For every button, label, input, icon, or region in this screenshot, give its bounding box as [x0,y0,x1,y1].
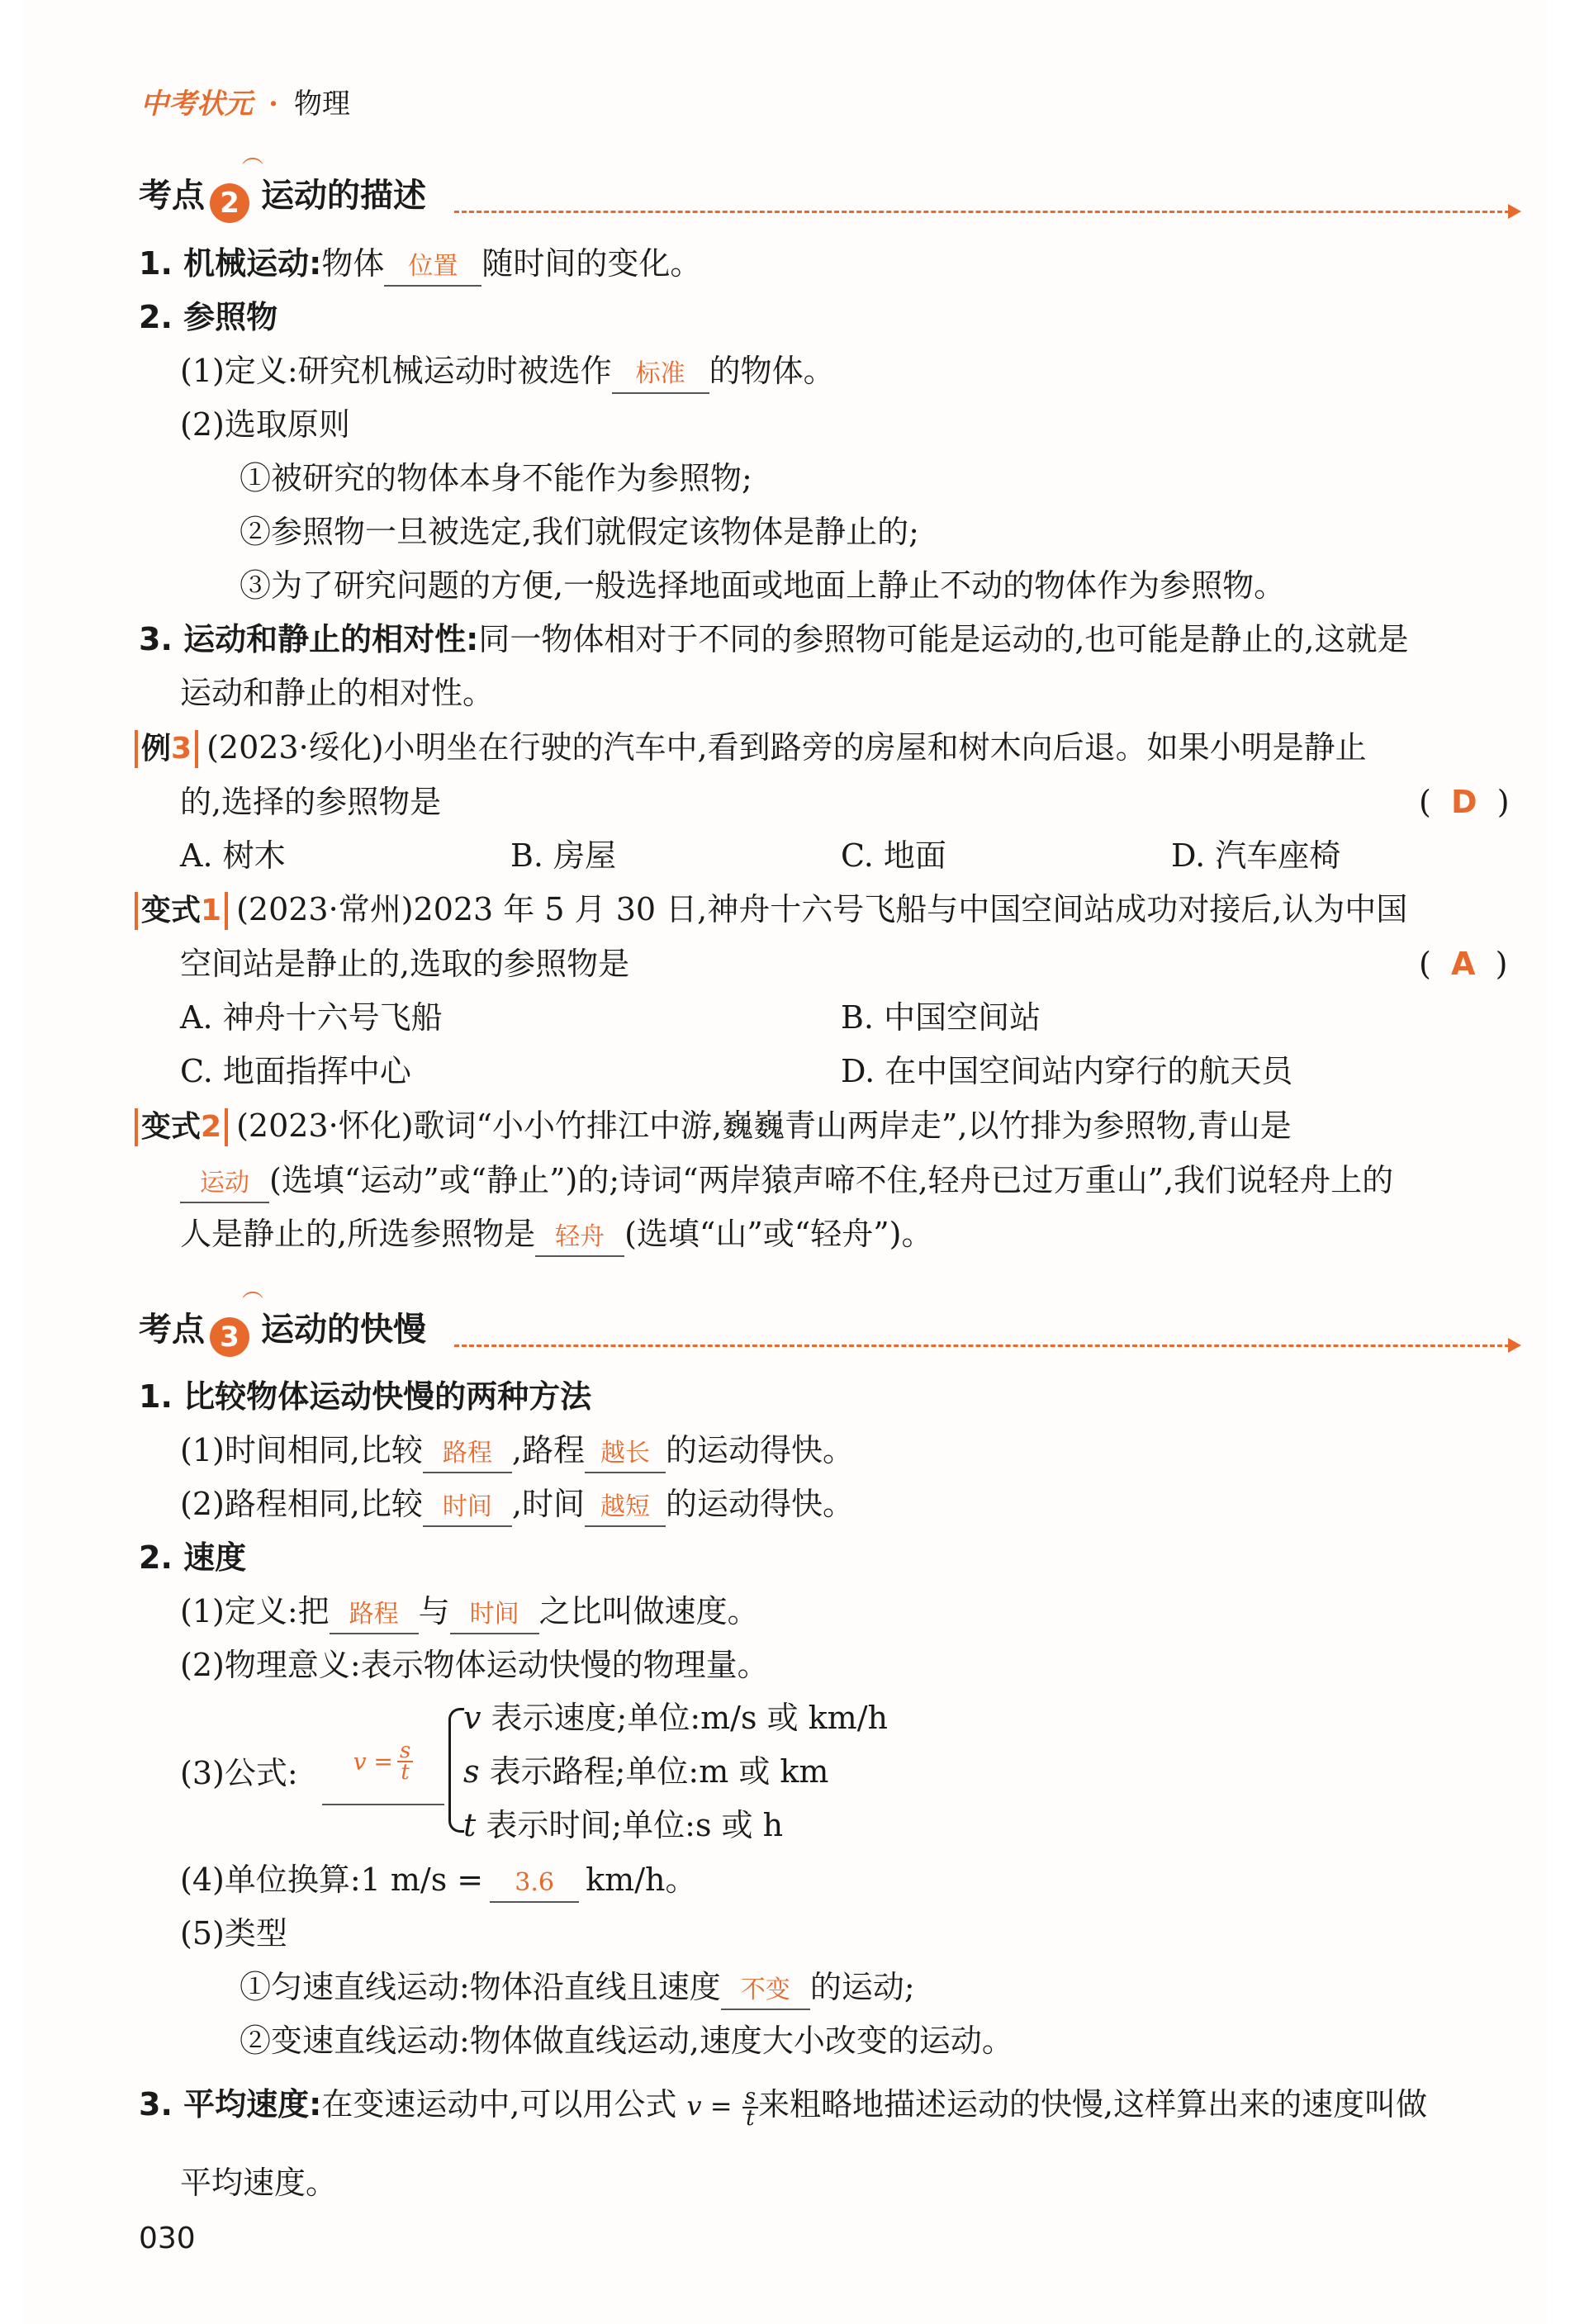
example-3-cont: 的,选择的参照物是 [180,784,442,820]
item-1-1 [180,1423,854,1477]
item-text: 来粗略地描述运动的快慢,这样算出来的速度叫做 [758,2086,1428,2122]
answer-bracket: ( A ) [1419,946,1508,982]
section-prefix: 考点 [139,1311,205,1349]
answer-blank: 越短 [585,1489,666,1527]
page-number: 030 [139,2222,196,2255]
item-3-cont: 平均速度。 [180,2165,338,2201]
item-text: 随时间的变化。 [481,245,702,282]
variant-tag: 变式1 [135,892,228,930]
option-c: C. 地面 [841,837,946,874]
formula-fraction: $\frac{s}{t}$ [397,1741,413,1782]
item-1-2 [180,1477,854,1531]
item-2-1 [180,344,835,398]
answer-choice: A [1450,946,1476,982]
variant-2-cont [180,1153,1393,1207]
formula-t: t 表示时间;单位:s 或 h [463,1807,784,1843]
item-text: 与 [418,1593,450,1629]
principle-3: ③为了研究问题的方便,一般选择地面或地面上静止不动的物体作为参照物。 [240,567,1286,604]
item-text: (1)定义:研究机械运动时被选作 [180,353,612,389]
item-label: 3. 运动和静止的相对性: [139,621,479,657]
variant-tag: 变式2 [135,1108,228,1146]
option-c: C. 地面指挥中心 [180,1053,411,1089]
question-text: (2023·怀化)歌词“小小竹排江中游,巍巍青山两岸走”,以竹排为参照物,青山是 [236,1107,1292,1144]
item-2-2: (2)物理意义:表示物体运动快慢的物理量。 [180,1647,769,1683]
item-text: km/h。 [586,1862,697,1898]
question-text: (2023·绥化)小明坐在行驶的汽车中,看到路旁的房屋和树木向后退。如果小明是静止 [206,729,1367,766]
arrow-right-icon [1508,204,1521,219]
example-tag: 例3 [135,730,198,768]
item-1 [139,236,701,291]
section-number-badge: 2 [210,183,249,223]
page-header [140,81,350,121]
item-2-3 [180,1746,298,1800]
answer-blank: 时间 [423,1489,512,1527]
question-text: (选填“运动”或“静止”)的;诗词“两岸猿声啼不住,轻舟已过万重山”,我们说轻舟上的 [269,1162,1394,1198]
formula-fraction: $\frac{s}{t}$ [742,2087,758,2128]
option-b: B. 中国空间站 [841,999,1041,1036]
question-text: 人是静止的,所选参照物是 [180,1216,536,1252]
header-dot: · [268,88,278,121]
type-2: ②变速直线运动:物体做直线运动,速度大小改变的运动。 [240,2023,1013,2059]
item-text: 同一物体相对于不同的参照物可能是运动的,也可能是静止的,这就是 [478,621,1409,657]
section-number-badge: 3 [210,1317,249,1357]
item-text: 的运动得快。 [666,1432,855,1468]
answer-blank: 标准 [612,356,709,394]
formula-lhs: v = [686,2090,733,2122]
variant-2-cont2 [180,1207,932,1261]
section-divider [454,211,1510,213]
formula-blank [322,1738,444,1805]
item-label: 1. 机械运动: [139,245,322,282]
item-2-4 [180,1852,697,1907]
answer-choice: D [1450,784,1478,820]
signal-icon: ︵ [242,144,264,168]
answer-blank: 路程 [423,1435,512,1473]
item-label: 3. 平均速度: [139,2086,322,2122]
formula-lhs: v = [353,1748,393,1776]
answer-blank: 时间 [450,1596,539,1634]
item-1: 1. 比较物体运动快慢的两种方法 [139,1378,592,1415]
question-text: (2023·常州)2023 年 5 月 30 日,神舟十六号飞船与中国空间站成功对接后,认为中国 [236,891,1408,927]
arrow-right-icon [1508,1338,1521,1353]
item-3 [139,2077,1427,2133]
answer-blank: 轻舟 [535,1219,624,1257]
question-text: (选填“山”或“轻舟”)。 [624,1216,933,1252]
answer-blank: 不变 [721,1972,810,2010]
section-heading-2 [139,169,426,223]
item-text: 之比叫做速度。 [538,1593,759,1629]
option-b: B. 房屋 [510,837,617,874]
section-title: 运动的描述 [261,177,426,215]
variant-2 [135,1098,1292,1153]
item-text: 在变速运动中,可以用公式 [321,2086,677,2122]
section-divider [454,1345,1510,1347]
section-prefix: 考点 [139,177,205,215]
signal-icon: ︵ [242,1278,264,1302]
answer-blank: 路程 [330,1596,419,1634]
option-a: A. 神舟十六号飞船 [180,999,443,1036]
answer-blank: 位置 [384,249,481,287]
item-text: (4)单位换算:1 m/s = [180,1862,484,1898]
principle-2: ②参照物一旦被选定,我们就假定该物体是静止的; [240,514,919,550]
item-text: 的物体。 [709,353,835,389]
answer-blank: 3.6 [490,1865,579,1903]
example-3 [135,720,1367,775]
variant-1-cont: 空间站是静止的,选取的参照物是 [180,946,630,982]
option-a: A. 树木 [180,837,286,874]
section-heading-3 [139,1303,426,1357]
item-text: (3)公式: [180,1755,298,1791]
item-text: (1)定义:把 [180,1593,330,1629]
item-3 [139,612,1408,666]
item-text: 的运动得快。 [666,1486,855,1522]
item-text: ,路程 [511,1432,586,1468]
principle-1: ①被研究的物体本身不能作为参照物; [240,460,752,496]
answer-blank: 运动 [180,1165,269,1203]
option-d: D. 汽车座椅 [1171,837,1341,874]
variant-1 [135,882,1407,937]
formula-v: v 表示速度;单位:m/s 或 km/h [463,1700,888,1736]
item-text: 的运动; [809,1969,915,2005]
section-title: 运动的快慢 [261,1311,426,1349]
item-2-2: (2)选取原则 [180,406,350,443]
item-text: (1)时间相同,比较 [180,1432,423,1468]
option-d: D. 在中国空间站内穿行的航天员 [841,1053,1293,1089]
item-2: 2. 速度 [139,1539,247,1576]
formula-s: s 表示路程;单位:m 或 km [463,1753,829,1790]
textbook-page [23,0,1547,2324]
answer-blank: 越长 [585,1435,666,1473]
item-text: (2)路程相同,比较 [180,1486,423,1522]
item-2-5: (5)类型 [180,1915,287,1952]
header-subject: 物理 [294,88,351,121]
brand-logo: 中考状元 [140,88,253,121]
item-2-1 [180,1584,759,1639]
item-3-cont: 运动和静止的相对性。 [180,675,495,711]
brace-icon [448,1708,464,1833]
item-text: 物体 [321,245,385,282]
item-text: ①匀速直线运动:物体沿直线且速度 [240,1969,721,2005]
item-2: 2. 参照物 [139,299,278,335]
item-text: ,时间 [511,1486,586,1522]
type-1 [240,1960,915,2014]
answer-bracket: ( D ) [1419,784,1510,820]
